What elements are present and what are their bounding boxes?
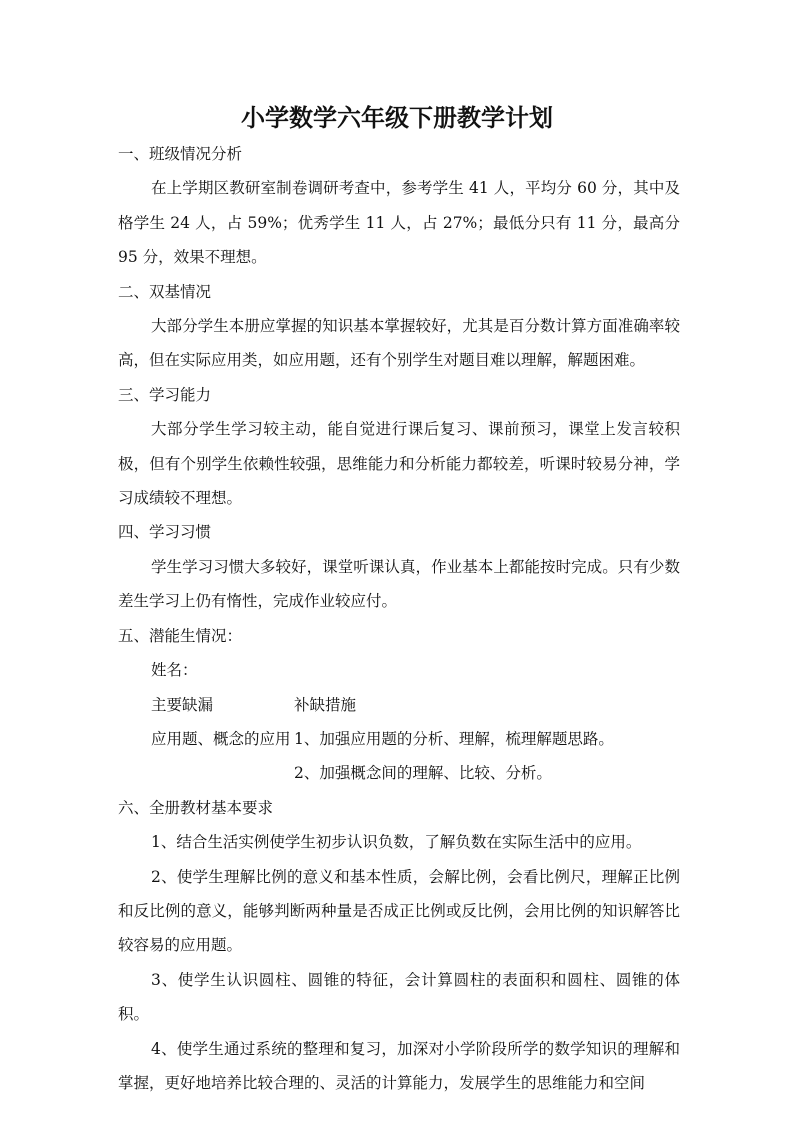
requirement-item: 2、使学生理解比例的意义和基本性质，会解比例，会看比例尺，理解正比例和反比例的意义，能够判断两种量是否成正比例或反比例，会用比例的知识解答比较容易的应用题。: [118, 867, 680, 955]
name-label: 姓名：: [151, 661, 198, 680]
deficiency-table-header: [118, 688, 680, 722]
deficiency-cell: 应用题、概念的应用: [151, 729, 291, 748]
deficiency-table-row: [118, 756, 680, 790]
section-heading: 一、班级情况分析: [118, 145, 243, 163]
section-paragraph: 在上学期区教研室制卷调研考查中，参考学生 41 人，平均分 60 分，其中及格学生 24 人，占 59%；优秀学生 11 人，占 27%；最低分只有 11 分，最高分 95 分，效果不理想。: [118, 179, 680, 267]
section-paragraph: 学生学习习惯大多较好，课堂听课认真，作业基本上都能按时完成。只有少数差生学习上仍有惰性，完成作业较应付。: [118, 557, 680, 611]
requirement-item: 1、结合生活实例使学生初步认识负数，了解负数在实际生活中的应用。: [151, 833, 642, 852]
document-title: 小学数学六年级下册教学计划: [241, 103, 553, 132]
column-header-deficiency: 主要缺漏: [151, 695, 214, 714]
document-body: [118, 137, 680, 1100]
section-heading: 四、学习习惯: [118, 523, 212, 542]
deficiency-table-row: [118, 722, 680, 756]
section-heading: 二、双基情况: [118, 282, 212, 301]
section-heading: 三、学习能力: [118, 385, 212, 404]
requirement-item: 4、使学生通过系统的整理和复习，加深对小学阶段所学的数学知识的理解和掌握，更好地培养比较合理的、灵活的计算能力，发展学生的思维能力和空间: [118, 1039, 680, 1092]
requirement-item: 3、使学生认识圆柱、圆锥的特征，会计算圆柱的表面积和圆柱、圆锥的体积。: [118, 970, 680, 1024]
section-heading: 五、潜能生情况：: [118, 626, 243, 645]
remedy-cell: 2、加强概念间的理解、比较、分析。: [294, 764, 552, 783]
section-paragraph: 大部分学生本册应掌握的知识基本掌握较好，尤其是百分数计算方面准确率较高，但在实际应用类，如应用题，还有个别学生对题目难以理解，解题困难。: [118, 317, 680, 370]
remedy-cell: 1、加强应用题的分析、理解，梳理解题思路。: [294, 729, 614, 748]
column-header-remedy: 补缺措施: [294, 695, 357, 714]
section-paragraph: 大部分学生学习较主动，能自觉进行课后复习、课前预习，课堂上发言较积极，但有个别学生依赖性较强，思维能力和分析能力都较差，听课时较易分神，学习成绩较不理想。: [118, 420, 680, 508]
section-heading: 六、全册教材基本要求: [118, 798, 274, 817]
deficiency-cell: [118, 756, 294, 790]
